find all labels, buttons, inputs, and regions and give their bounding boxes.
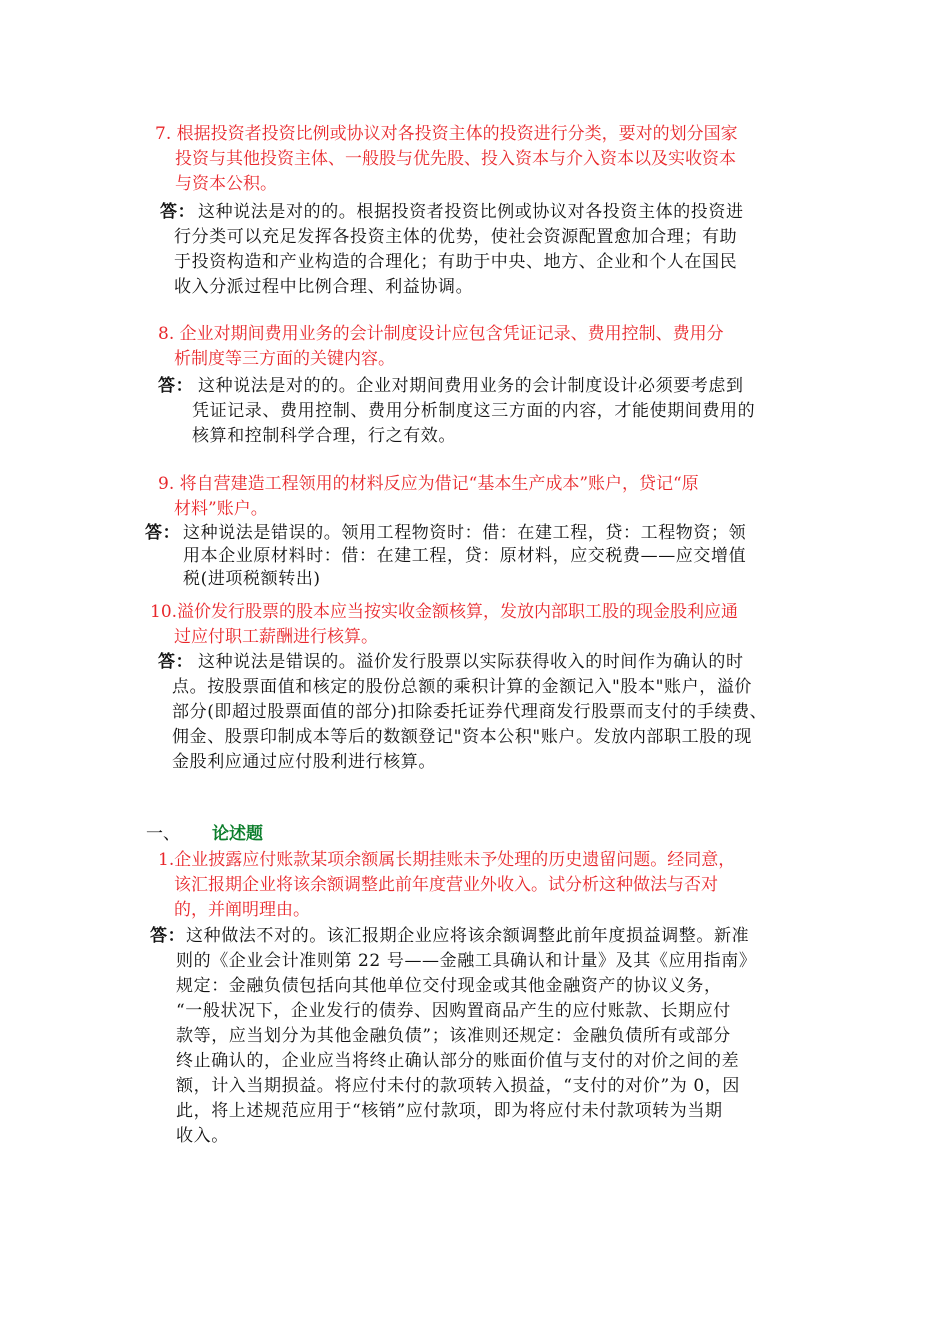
question-line: 9. 将自营建造工程领用的材料反应为借记“基本生产成本”账户，贷记“原 xyxy=(158,474,699,494)
answer-line: 金股利应通过应付股利进行核算。 xyxy=(172,752,436,772)
answer-line: 佣金、股票印制成本等后的数额登记"资本公积"账户。发放内部职工股的现 xyxy=(172,727,753,747)
answer-line: 用本企业原材料时：借：在建工程，贷：原材料，应交税费——应交增值 xyxy=(183,546,747,566)
question-10 xyxy=(150,600,850,650)
question-line: 该汇报期企业将该余额调整此前年度营业外收入。试分析这种做法与否对 xyxy=(174,875,718,895)
question-7 xyxy=(155,122,845,197)
answer-line: 税(进项税额转出) xyxy=(183,569,321,589)
answer-line: 核算和控制科学合理，行之有效。 xyxy=(192,426,456,446)
answer-line: 行分类可以充足发挥各投资主体的优势，使社会资源配置愈加合理；有助 xyxy=(174,227,738,247)
answer-8 xyxy=(158,374,838,449)
question-8 xyxy=(158,322,848,372)
answer-line: 这种说法是对的的。根据投资者投资比例或协议对各投资主体的投资进 xyxy=(198,202,744,222)
answer-line: 收入。 xyxy=(176,1126,229,1146)
answer-7 xyxy=(160,200,840,300)
answer-line: 终止确认的，企业应当将终止确认部分的账面价值与支付的对价之间的差 xyxy=(176,1051,740,1071)
answer-line: 规定：金融负债包括向其他单位交付现金或其他金融资产的协议义务， xyxy=(176,976,722,996)
question-9 xyxy=(158,472,848,522)
question-line: 投资与其他投资主体、一般股与优先股、投入资本与介入资本以及实收资本 xyxy=(175,149,736,169)
answer-label: 答： xyxy=(158,376,194,396)
answer-label: 答： xyxy=(160,202,196,222)
answer-label: 答： xyxy=(158,652,194,672)
answer-line: 额，计入当期损益。将应付未付的款项转入损益，“支付的对价”为 0，因 xyxy=(176,1076,740,1096)
question-line: 10.溢价发行股票的股本应当按实收金额核算，发放内部职工股的现金股利应通 xyxy=(150,602,739,622)
answer-line: 于投资构造和产业构造的合理化；有助于中央、地方、企业和个人在国民 xyxy=(174,252,738,272)
section-number: 一、 xyxy=(146,824,180,844)
answer-line: 这种说法是对的的。企业对期间费用业务的会计制度设计必须要考虑到 xyxy=(198,376,744,396)
answer-line: 此，将上述规范应用于“核销”应付款项，即为将应付未付款项转为当期 xyxy=(176,1101,723,1121)
answer-line: 收入分派过程中比例合理、利益协调。 xyxy=(174,277,474,297)
answer-line: “一般状况下，企业发行的债券、因购置商品产生的应付账款、长期应付 xyxy=(176,1001,731,1021)
answer-label: 答： xyxy=(150,926,186,946)
essay-answer-1 xyxy=(150,924,850,1149)
section-title: 论述题 xyxy=(212,824,263,844)
answer-label: 答： xyxy=(145,523,181,543)
question-line: 7. 根据投资者投资比例或协议对各投资主体的投资进行分类，要对的划分国家 xyxy=(155,124,738,144)
answer-line: 部分(即超过股票面值的部分)扣除委托证券代理商发行股票而支付的手续费、 xyxy=(172,702,768,722)
answer-line: 款等，应当划分为其他金融负债”；该准则还规定：金融负债所有或部分 xyxy=(176,1026,731,1046)
answer-line: 则的《企业会计准则第 22 号——金融工具确认和计量》及其《应用指南》 xyxy=(176,951,757,971)
answer-line: 这种做法不对的。该汇报期企业应将该余额调整此前年度损益调整。新准 xyxy=(186,926,750,946)
essay-question-1 xyxy=(158,848,848,923)
question-line: 1.企业披露应付账款某项余额属长期挂账未予处理的历史遗留问题。经同意， xyxy=(158,850,736,870)
section-heading xyxy=(146,822,263,847)
question-line: 与资本公积。 xyxy=(175,174,277,194)
answer-line: 凭证记录、费用控制、费用分析制度这三方面的内容，才能使期间费用的 xyxy=(192,401,756,421)
answer-9 xyxy=(145,522,835,591)
question-line: 的，并阐明理由。 xyxy=(174,900,310,920)
answer-line: 点。按股票面值和核定的股份总额的乘积计算的金额记入"股本"账户，溢价 xyxy=(172,677,753,697)
question-line: 8. 企业对期间费用业务的会计制度设计应包含凭证记录、费用控制、费用分 xyxy=(158,324,724,344)
question-line: 材料”账户。 xyxy=(174,499,268,519)
question-line: 析制度等三方面的关键内容。 xyxy=(174,349,395,369)
answer-line: 这种说法是错误的。溢价发行股票以实际获得收入的时间作为确认的时 xyxy=(198,652,744,672)
answer-10 xyxy=(158,650,848,775)
question-line: 过应付职工薪酬进行核算。 xyxy=(174,627,378,647)
answer-line: 这种说法是错误的。领用工程物资时：借：在建工程，贷：工程物资；领 xyxy=(183,523,747,543)
